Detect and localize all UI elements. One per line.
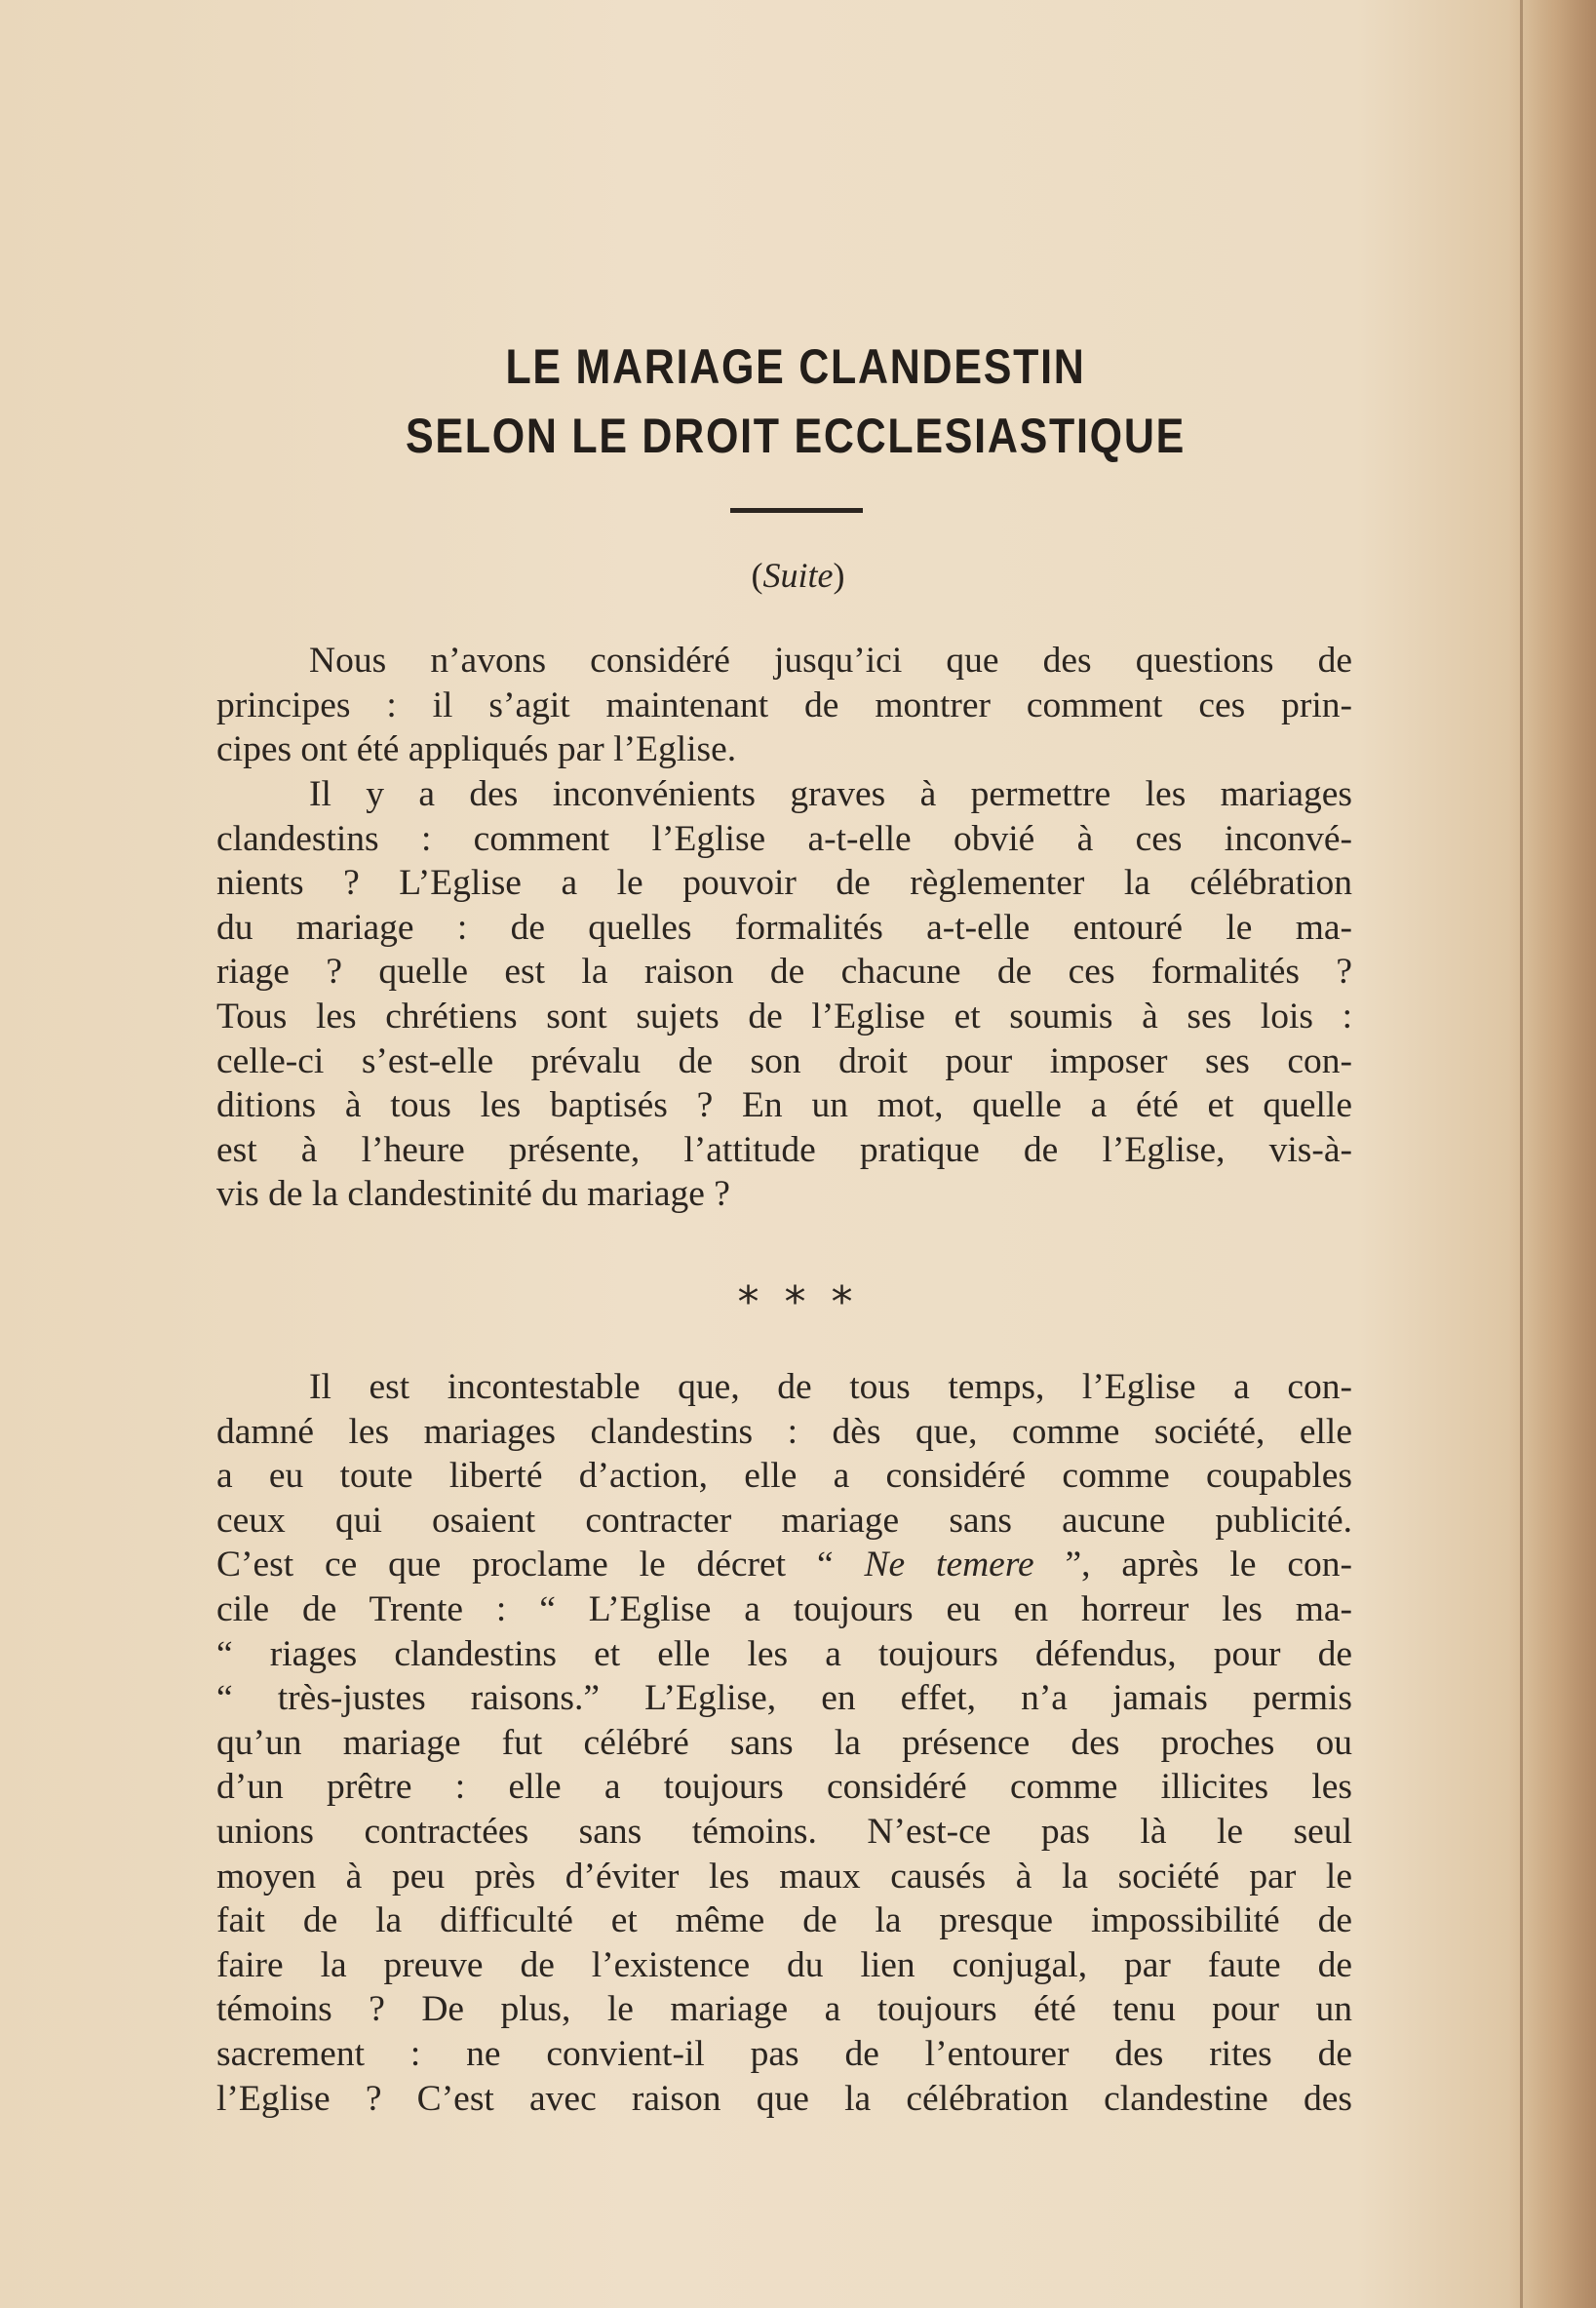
text-line: “ riages clandestins et elle les a toujours défendus, pour de xyxy=(216,1633,1352,1674)
text-segment: C’est ce que proclame le décret “ xyxy=(216,1545,865,1585)
text-line xyxy=(216,1543,1352,1587)
article-title-line-1: LE MARIAGE CLANDESTIN xyxy=(505,339,1086,394)
text-line: a eu toute liberté d’action, elle a considéré comme coupables xyxy=(216,1456,1352,1497)
text-line: Il y a des inconvénients graves à permettre les mariages xyxy=(309,774,1352,814)
text-line: d’un prêtre : elle a toujours considéré comme illicites les xyxy=(216,1767,1352,1808)
text-line: cipes ont été appliqués par l’Eglise. xyxy=(216,729,737,770)
text-line: principes : il s’agit maintenant de montrer comment ces prin- xyxy=(216,685,1352,725)
text-line: clandestins : comment l’Eglise a-t-elle obvié à ces inconvé- xyxy=(216,818,1352,859)
section-separator xyxy=(682,1277,914,1327)
text-line: fait de la difficulté et même de la presque impossibilité de xyxy=(216,1900,1352,1941)
text-line: Nous n’avons considéré jusqu’ici que des questions de xyxy=(309,641,1352,681)
decree-name: Ne temere xyxy=(864,1545,1034,1585)
text-line: “ très-justes raisons.” L’Eglise, en effet, n’a jamais permis xyxy=(216,1678,1352,1719)
text-line: du mariage : de quelles formalités a-t-elle entouré le ma- xyxy=(216,907,1352,948)
title-rule xyxy=(730,508,863,513)
page-fold-line xyxy=(1520,0,1523,2308)
subtitle-text: Suite xyxy=(762,556,834,595)
text-line: nients ? L’Eglise a le pouvoir de règlementer la célébration xyxy=(216,863,1352,904)
text-line: faire la preuve de l’existence du lien conjugal, par faute de xyxy=(216,1944,1352,1985)
text-line: Tous les chrétiens sont sujets de l’Eglise et soumis à ses lois : xyxy=(216,996,1352,1037)
text-line: sacrement : ne convient-il pas de l’entourer des rites de xyxy=(216,2033,1352,2074)
text-line: cile de Trente : “ L’Eglise a toujours eu en horreur les ma- xyxy=(216,1588,1352,1629)
article-title-line-2: SELON LE DROIT ECCLESIASTIQUE xyxy=(405,409,1187,463)
text-line: riage ? quelle est la raison de chacune de ces formalités ? xyxy=(216,952,1352,993)
paragraph-2 xyxy=(216,772,1352,1217)
paragraph-3 xyxy=(216,1365,1352,2121)
text-line: vis de la clandestinité du mariage ? xyxy=(216,1174,730,1215)
subtitle: (Suite) xyxy=(751,556,845,595)
text-segment: ”, après le con- xyxy=(1033,1545,1352,1585)
separator-text: * * * xyxy=(737,1277,859,1327)
text-line: Il est incontestable que, de tous temps, l’Eglise a con- xyxy=(309,1367,1352,1407)
paragraph-1 xyxy=(216,639,1352,772)
text-line: unions contractées sans témoins. N’est-ce pas là le seul xyxy=(216,1811,1352,1852)
text-line: l’Eglise ? C’est avec raison que la célébration clandestine des xyxy=(216,2078,1352,2119)
text-line: ceux qui osaient contracter mariage sans aucune publicité. xyxy=(216,1500,1352,1541)
text-line: ditions à tous les baptisés ? En un mot, quelle a été et quelle xyxy=(216,1085,1352,1126)
text-line: témoins ? De plus, le mariage a toujours été tenu pour un xyxy=(216,1989,1352,2030)
text-line: celle-ci s’est-elle prévalu de son droit pour imposer ses con- xyxy=(216,1040,1352,1081)
text-line: qu’un mariage fut célébré sans la présence des proches ou xyxy=(216,1722,1352,1763)
text-line: est à l’heure présente, l’attitude pratique de l’Eglise, vis-à- xyxy=(216,1129,1352,1170)
text-line: moyen à peu près d’éviter les maux causés à la société par le xyxy=(216,1856,1352,1897)
text-line: damné les mariages clandestins : dès que, comme société, elle xyxy=(216,1411,1352,1452)
